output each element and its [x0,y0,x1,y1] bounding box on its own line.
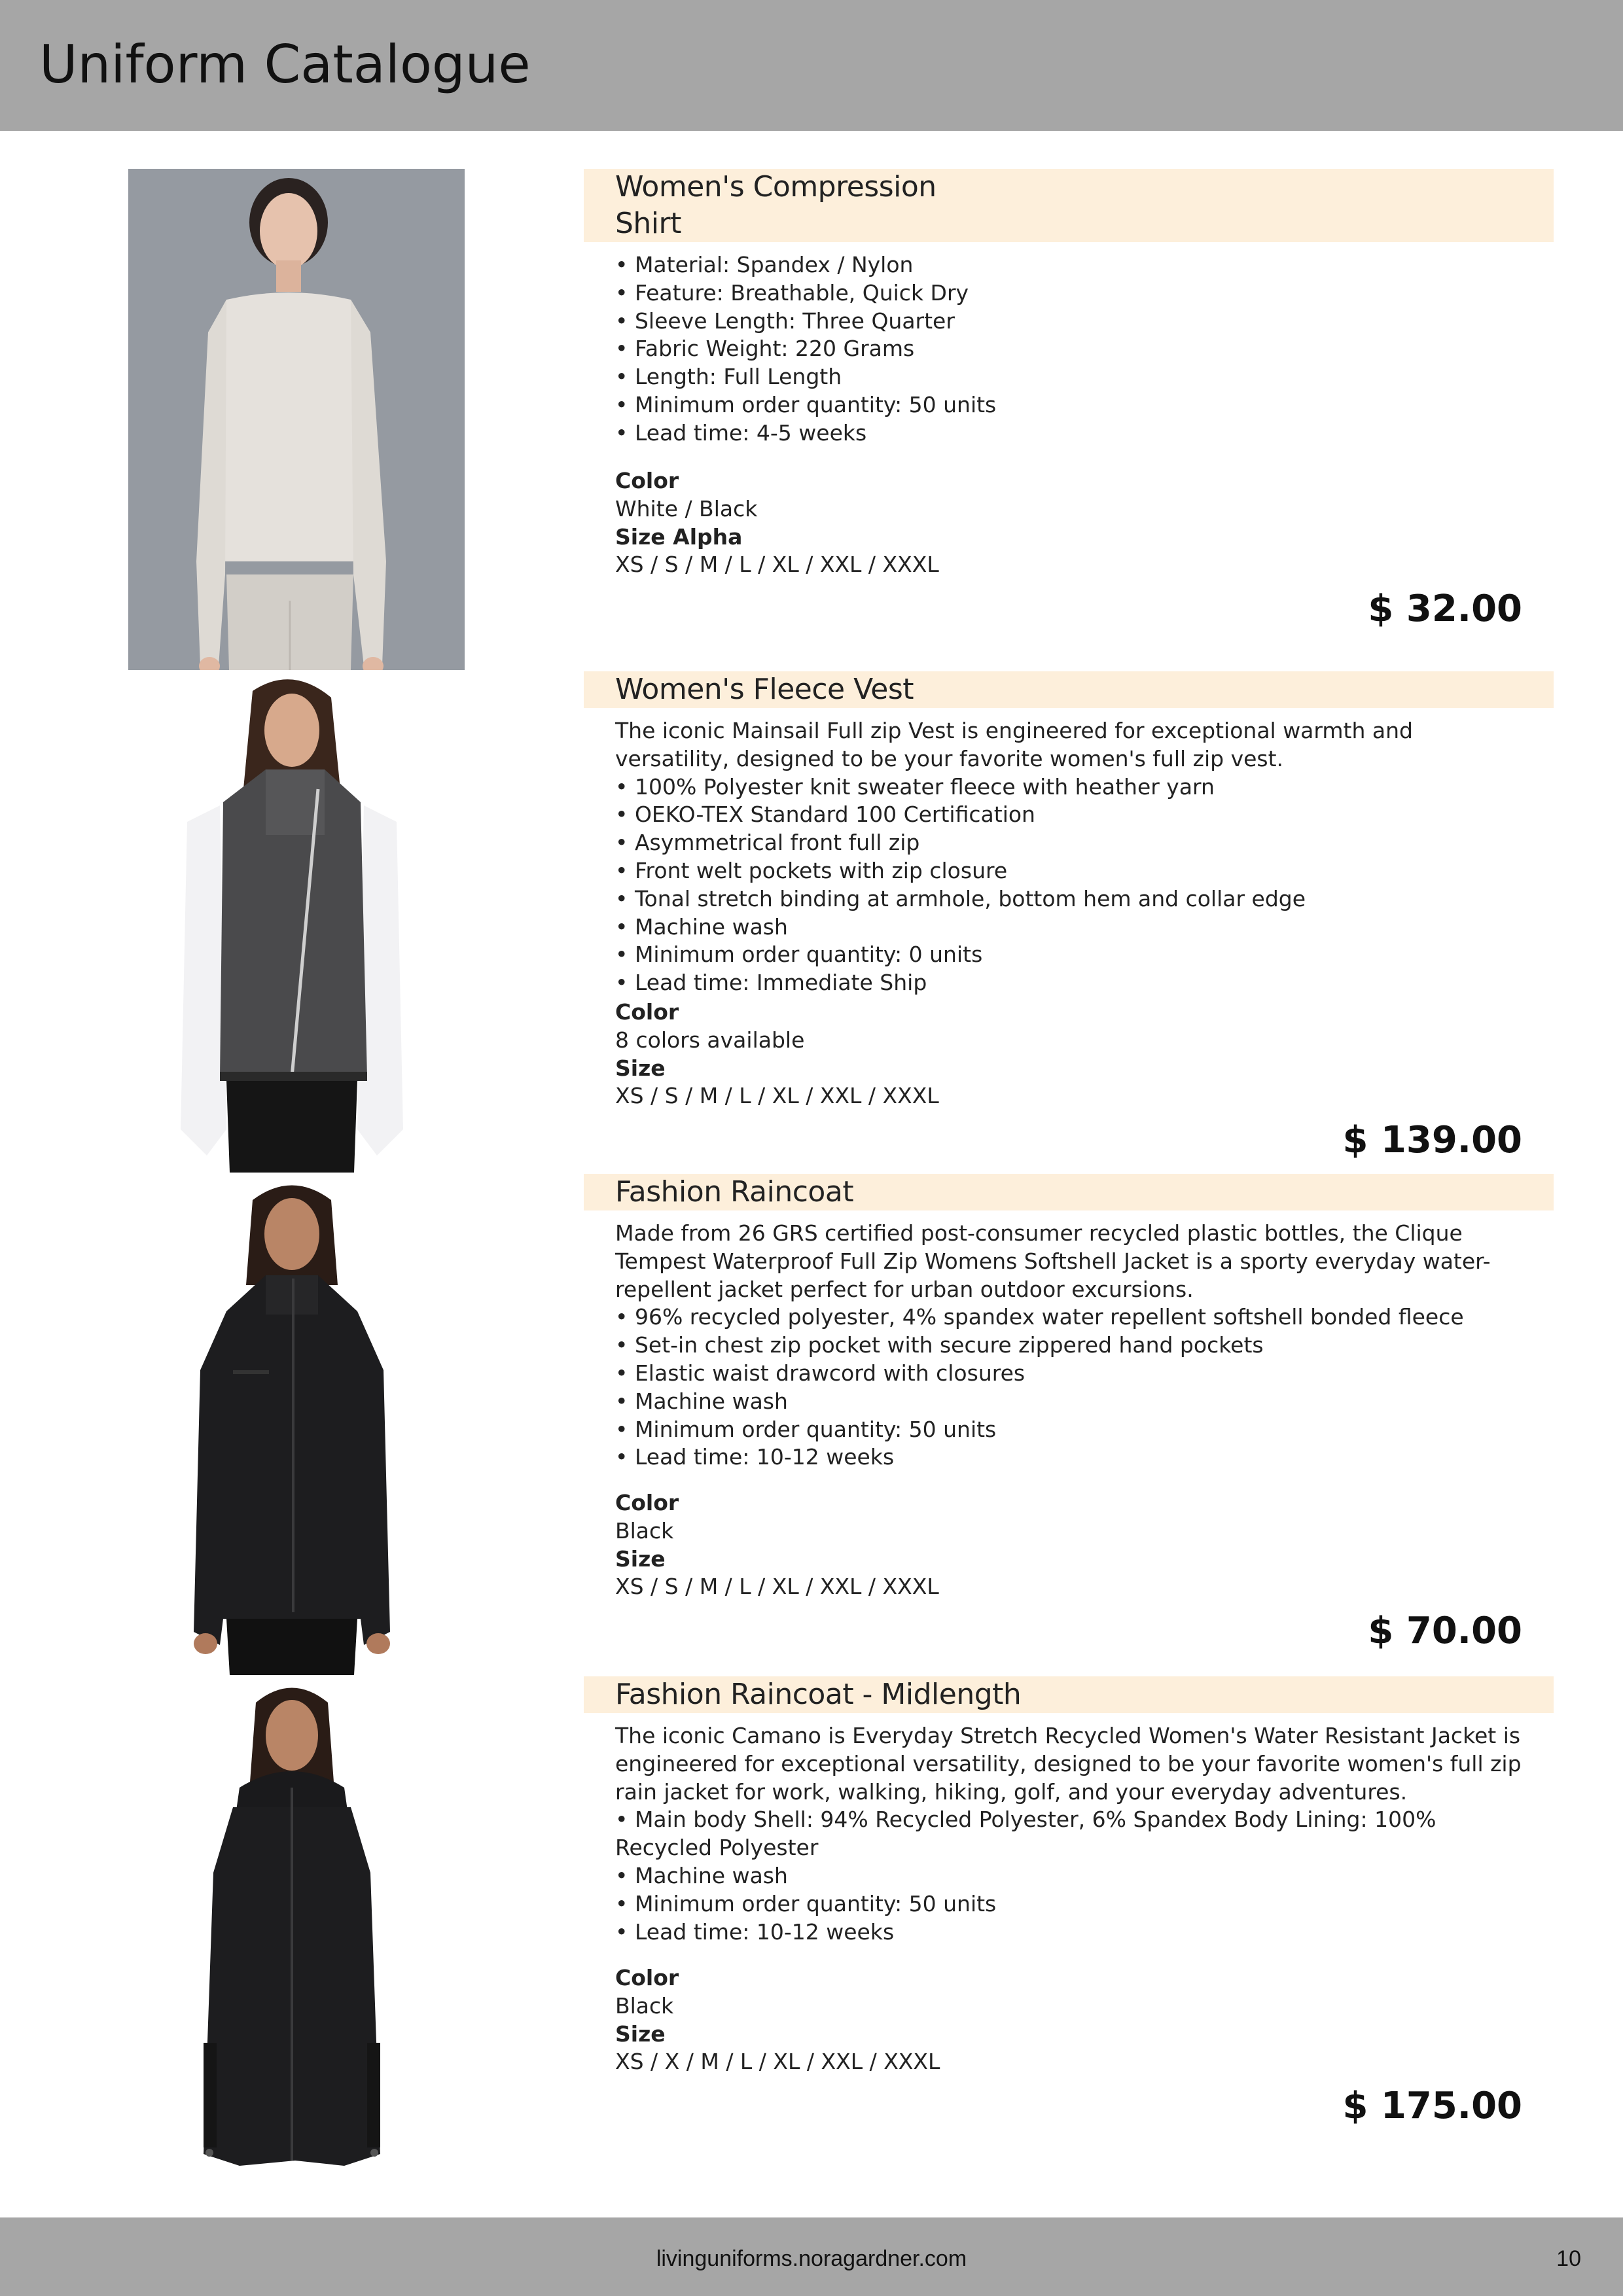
product-price: $ 70.00 [1368,1610,1522,1652]
product-description-text: Made from 26 GRS certified post-consumer recycled plastic bottles, the Clique Tempest Waterproof Full Zip Womens Softshell Jacket is a sporty everyday water-repellent jacket perfect for urban outdoor excursions. [615,1220,1491,1302]
size-label: Size [615,1545,666,1572]
feature-bullet: • Material: Spandex / Nylon [615,252,914,277]
product-card-fashion-raincoat [0,1174,1623,1676]
color-label: Color [615,999,679,1025]
fleece-vest-photo [128,671,465,1173]
product-specs [615,1964,1531,2076]
feature-bullet: • Minimum order quantity: 50 units [615,1890,997,1916]
fashion-raincoat-photo [128,1174,465,1675]
size-value: XS / S / M / L / XL / XXL / XXXL [615,1574,939,1600]
size-label: Size [615,2021,666,2047]
color-value: Black [615,1517,674,1544]
product-name-band [584,169,1554,242]
product-card-compression-shirt [0,169,1623,671]
product-photo [128,169,465,670]
feature-bullet: • Lead time: 10-12 weeks [615,1918,895,1945]
product-photo [128,1174,465,1675]
product-name-band [584,671,1554,708]
product-description-text: The iconic Mainsail Full zip Vest is engineered for exceptional warmth and versatility, designed to be your favorite women's full zip vest. [615,718,1413,771]
feature-bullet: • Tonal stretch binding at armhole, bottom hem and collar edge [615,885,1306,911]
size-label: Size [615,1055,666,1081]
compression-shirt-photo [128,169,465,670]
product-description [615,1220,1531,1494]
feature-bullet: • Machine wash [615,913,788,940]
feature-bullet: • Feature: Breathable, Quick Dry [615,279,969,306]
page-footer [0,2217,1623,2296]
feature-bullet: • Minimum order quantity: 50 units [615,391,997,417]
product-description [615,717,1531,1005]
product-info [584,1174,1554,1676]
product-specs [615,1489,1531,1601]
feature-bullet: • Machine wash [615,1388,788,1414]
color-label: Color [615,1490,679,1515]
product-name-band [584,1174,1554,1210]
page-header [0,0,1623,131]
product-card-fleece-vest [0,671,1623,1174]
product-info [584,1676,1554,2179]
feature-bullet: • Sleeve Length: Three Quarter [615,308,955,334]
feature-bullet: • 96% recycled polyester, 4% spandex water repellent softshell bonded fleece [615,1304,1464,1330]
color-label: Color [615,1965,679,1990]
feature-bullet: • Minimum order quantity: 50 units [615,1416,997,1442]
feature-bullet: • Machine wash [615,1862,788,1888]
feature-bullet: • Lead time: Immediate Ship [615,970,927,996]
product-photo [128,671,465,1173]
color-value: 8 colors available [615,1027,805,1053]
feature-bullet: • 100% Polyester knit sweater fleece with heather yarn [615,773,1215,800]
feature-bullet: • Elastic waist drawcord with closures [615,1360,1026,1386]
feature-bullet: • Main body Shell: 94% Recycled Polyester, 6% Spandex Body Lining: 100% Recycled Polyester [615,1807,1436,1861]
feature-bullet: • OEKO-TEX Standard 100 Certification [615,802,1035,828]
product-specs [615,998,1531,1110]
product-info [584,671,1554,1174]
size-value: XS / S / M / L / XL / XXL / XXXL [615,1083,939,1109]
feature-bullet: • Lead time: 10-12 weeks [615,1444,895,1470]
product-card-fashion-raincoat-midlength [0,1676,1623,2179]
product-name-band [584,1676,1554,1713]
feature-bullet: • Lead time: 4-5 weeks [615,419,867,446]
color-value: White / Black [615,495,758,521]
product-name: Women's Fleece Vest [615,673,914,706]
footer-website-link[interactable]: livinguniforms.noragardner.com [656,2246,967,2271]
product-specs [615,467,1531,579]
color-label: Color [615,468,679,493]
product-name-line1: Women's Compression [615,170,936,203]
page-number: 10 [1556,2246,1581,2271]
product-name: Fashion Raincoat [615,1175,854,1209]
product-description-text: The iconic Camano is Everyday Stretch Recycled Women's Water Resistant Jacket is engineered for exceptional versatility, designed to be your favorite women's full zip rain jacket for work, walking, hiking, golf, and your everyday adventures. [615,1723,1522,1805]
size-label: Size Alpha [615,523,743,550]
product-price: $ 175.00 [1342,2085,1522,2127]
product-description [615,251,1531,451]
feature-bullet: • Fabric Weight: 220 Grams [615,336,915,362]
product-name-line2: Shirt [615,207,681,240]
size-value: XS / S / M / L / XL / XXL / XXXL [615,552,939,578]
product-price: $ 139.00 [1342,1119,1522,1161]
product-name [615,169,982,242]
size-value: XS / X / M / L / XL / XXL / XXXL [615,2049,940,2075]
color-value: Black [615,1992,674,2019]
feature-bullet: • Length: Full Length [615,364,842,390]
product-price: $ 32.00 [1368,588,1522,630]
product-info [584,169,1554,671]
page-title: Uniform Catalogue [39,34,531,95]
feature-bullet: • Set-in chest zip pocket with secure zippered hand pockets [615,1332,1264,1358]
product-photo [128,1676,465,2178]
product-description [615,1722,1531,1958]
feature-bullet: • Front welt pockets with zip closure [615,857,1008,883]
product-name: Fashion Raincoat - Midlength [615,1678,1022,1711]
feature-bullet: • Minimum order quantity: 0 units [615,942,983,968]
feature-bullet: • Asymmetrical front full zip [615,830,920,856]
fashion-raincoat-midlength-photo [128,1676,465,2178]
